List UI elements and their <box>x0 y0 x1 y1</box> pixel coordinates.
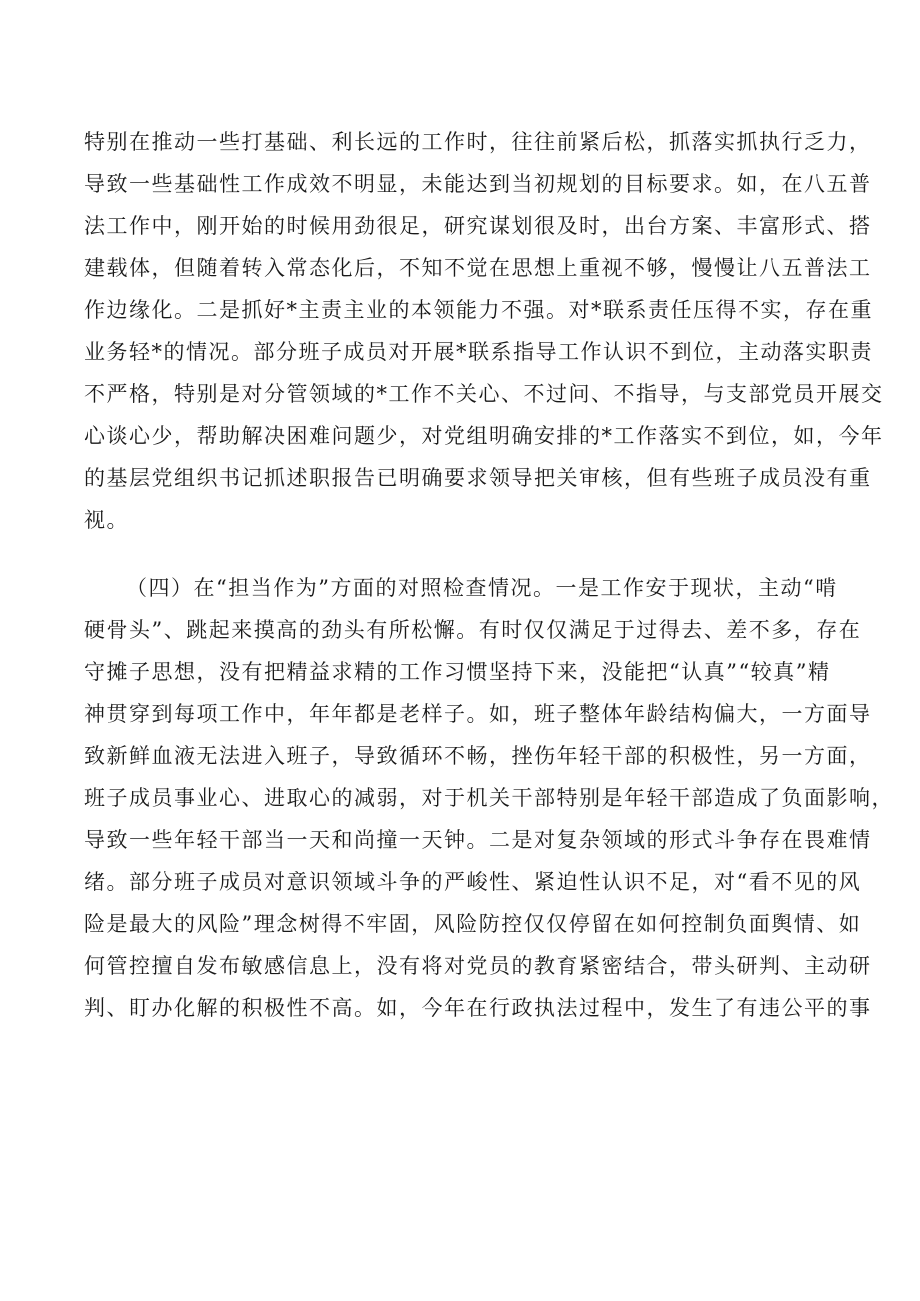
body-line: 绪。部分班子成员对意识领域斗争的严峻性、紧迫性认识不足，对“看不见的风 <box>84 870 862 894</box>
body-line: 不严格，特别是对分管领域的*工作不关心、不过问、不指导，与支部党员开展交 <box>84 382 884 406</box>
body-line: 守摊子思想，没有把精益求精的工作习惯坚持下来，没能把“认真”“较真”精 <box>84 660 831 684</box>
body-line: 神贯穿到每项工作中，年年都是老样子。如，班子整体年龄结构偏大，一方面导 <box>84 702 872 726</box>
body-line: 作边缘化。二是抓好*主责主业的本领能力不强。对*联系责任压得不实，存在重 <box>84 298 873 322</box>
body-line: 判、盯办化解的积极性不高。如，今年在行政执法过程中，发生了有违公平的事 <box>84 996 872 1020</box>
body-line: 班子成员事业心、进取心的减弱，对于机关干部特别是年轻干部造成了负面影响， <box>84 786 894 810</box>
body-line: 特别在推动一些打基础、利长远的工作时，往往前紧后松，抓落实抓执行乏力， <box>84 130 872 154</box>
body-line: 何管控擅自发布敏感信息上，没有将对党员的教育紧密结合，带头研判、主动研 <box>84 954 872 978</box>
body-line: 建载体，但随着转入常态化后，不知不觉在思想上重视不够，慢慢让八五普法工 <box>84 256 872 280</box>
body-line: 导致一些基础性工作成效不明显，未能达到当初规划的目标要求。如，在八五普 <box>84 172 872 196</box>
body-line: 硬骨头”、跳起来摸高的劲头有所松懈。有时仅仅满足于过得去、差不多，存在 <box>84 618 862 642</box>
body-line: 业务轻*的情况。部分班子成员对开展*联系指导工作认识不到位，主动落实职责 <box>84 340 873 364</box>
body-line: 心谈心少，帮助解决困难问题少，对党组明确安排的*工作落实不到位，如，今年 <box>84 424 884 448</box>
body-line: 视。 <box>84 508 129 532</box>
body-line: 导致一些年轻干部当一天和尚撞一天钟。二是对复杂领域的形式斗争存在畏难情 <box>84 828 872 852</box>
section-heading-line: （四）在“担当作为”方面的对照检查情况。一是工作安于现状，主动“啃 <box>126 576 838 600</box>
body-line: 致新鲜血液无法进入班子，导致循环不畅，挫伤年轻干部的积极性，另一方面， <box>84 744 872 768</box>
body-line: 险是最大的风险”理念树得不牢固，风险防控仅仅停留在如何控制负面舆情、如 <box>84 912 862 936</box>
body-line: 的基层党组织书记抓述职报告已明确要求领导把关审核，但有些班子成员没有重 <box>84 466 872 490</box>
body-line: 法工作中，刚开始的时候用劲很足，研究谋划很及时，出台方案、丰富形式、搭 <box>84 214 872 238</box>
